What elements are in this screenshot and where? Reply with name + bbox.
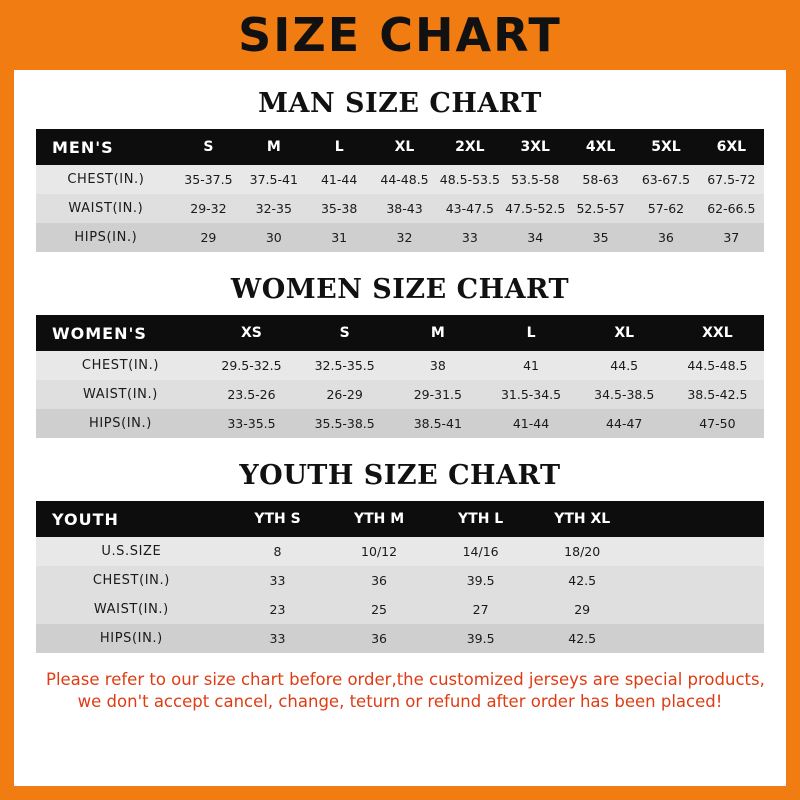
man-row-0-label: CHEST(IN.): [36, 165, 176, 194]
women-cell-2-2: 38.5-41: [391, 409, 484, 438]
man-cell-1-2: 35-38: [306, 194, 371, 223]
women-cell-1-3: 31.5-34.5: [484, 380, 577, 409]
women-cell-0-2: 38: [391, 351, 484, 380]
women-header-cell-0: WOMEN'S: [36, 315, 205, 351]
man-header-cell-5: 2XL: [437, 129, 502, 165]
man-header-cell-7: 4XL: [568, 129, 633, 165]
man-cell-1-6: 52.5-57: [568, 194, 633, 223]
youth-table-body: [36, 537, 764, 653]
man-cell-2-1: 30: [241, 223, 306, 252]
content: [14, 88, 786, 714]
table-row: [36, 351, 764, 380]
man-cell-0-6: 58-63: [568, 165, 633, 194]
youth-cell-0-spacer: [633, 537, 764, 566]
man-header-cell-1: S: [176, 129, 241, 165]
women-table-header: [36, 315, 764, 351]
man-header-cell-6: 3XL: [503, 129, 568, 165]
women-cell-1-1: 26-29: [298, 380, 391, 409]
table-header-row: [36, 129, 764, 165]
table-row: [36, 223, 764, 252]
youth-cell-3-spacer: [633, 624, 764, 653]
women-cell-2-4: 44-47: [578, 409, 671, 438]
man-cell-1-3: 38-43: [372, 194, 437, 223]
man-header-cell-8: 5XL: [633, 129, 698, 165]
women-cell-2-1: 35.5-38.5: [298, 409, 391, 438]
man-cell-1-0: 29-32: [176, 194, 241, 223]
youth-cell-2-1: 25: [328, 595, 430, 624]
man-row-1-label: WAIST(IN.): [36, 194, 176, 223]
table-header-row: [36, 501, 764, 537]
man-header-cell-4: XL: [372, 129, 437, 165]
man-cell-0-2: 41-44: [306, 165, 371, 194]
youth-cell-0-0: 8: [227, 537, 329, 566]
youth-header-cell-0: YOUTH: [36, 501, 227, 537]
youth-row-3-label: HIPS(IN.): [36, 624, 227, 653]
man-cell-0-8: 67.5-72: [699, 165, 764, 194]
man-cell-2-0: 29: [176, 223, 241, 252]
youth-cell-2-spacer: [633, 595, 764, 624]
man-cell-2-6: 35: [568, 223, 633, 252]
women-cell-0-0: 29.5-32.5: [205, 351, 298, 380]
women-cell-1-4: 34.5-38.5: [578, 380, 671, 409]
man-cell-1-1: 32-35: [241, 194, 306, 223]
table-row: [36, 566, 764, 595]
man-cell-0-3: 44-48.5: [372, 165, 437, 194]
man-cell-1-7: 57-62: [633, 194, 698, 223]
man-cell-0-7: 63-67.5: [633, 165, 698, 194]
man-header-cell-0: MEN'S: [36, 129, 176, 165]
youth-header-spacer: [633, 501, 764, 537]
youth-header-cell-4: YTH XL: [531, 501, 633, 537]
man-cell-2-3: 32: [372, 223, 437, 252]
youth-cell-1-spacer: [633, 566, 764, 595]
women-cell-1-0: 23.5-26: [205, 380, 298, 409]
man-cell-1-4: 43-47.5: [437, 194, 502, 223]
youth-cell-3-3: 42.5: [531, 624, 633, 653]
bottom-accent-bar: [14, 786, 786, 800]
women-table-body: [36, 351, 764, 438]
youth-row-0-label: U.S.SIZE: [36, 537, 227, 566]
man-row-2-label: HIPS(IN.): [36, 223, 176, 252]
women-header-cell-4: L: [484, 315, 577, 351]
women-cell-2-3: 41-44: [484, 409, 577, 438]
man-table-body: [36, 165, 764, 252]
policy-note-line-2: we don't accept cancel, change, teturn or refund after order has been placed!: [77, 692, 723, 712]
women-cell-0-3: 41: [484, 351, 577, 380]
table-row: [36, 194, 764, 223]
youth-cell-3-1: 36: [328, 624, 430, 653]
banner: [0, 0, 800, 70]
table-row: [36, 595, 764, 624]
women-cell-0-4: 44.5: [578, 351, 671, 380]
youth-cell-0-1: 10/12: [328, 537, 430, 566]
youth-cell-1-0: 33: [227, 566, 329, 595]
man-table-header: [36, 129, 764, 165]
youth-cell-1-1: 36: [328, 566, 430, 595]
man-cell-2-7: 36: [633, 223, 698, 252]
women-row-0-label: CHEST(IN.): [36, 351, 205, 380]
page-title: SIZE CHART: [238, 8, 562, 62]
man-cell-0-1: 37.5-41: [241, 165, 306, 194]
man-header-cell-3: L: [306, 129, 371, 165]
man-cell-0-0: 35-37.5: [176, 165, 241, 194]
women-cell-0-5: 44.5-48.5: [671, 351, 764, 380]
women-header-cell-1: XS: [205, 315, 298, 351]
table-row: [36, 624, 764, 653]
table-row: [36, 165, 764, 194]
women-cell-2-5: 47-50: [671, 409, 764, 438]
man-cell-0-4: 48.5-53.5: [437, 165, 502, 194]
table-row: [36, 380, 764, 409]
table-row: [36, 537, 764, 566]
youth-header-cell-2: YTH M: [328, 501, 430, 537]
youth-cell-2-0: 23: [227, 595, 329, 624]
women-header-cell-6: XXL: [671, 315, 764, 351]
man-cell-1-8: 62-66.5: [699, 194, 764, 223]
youth-section-title: YOUTH SIZE CHART: [239, 460, 561, 491]
women-row-2-label: HIPS(IN.): [36, 409, 205, 438]
youth-cell-0-2: 14/16: [430, 537, 532, 566]
women-cell-1-2: 29-31.5: [391, 380, 484, 409]
women-header-cell-5: XL: [578, 315, 671, 351]
youth-row-1-label: CHEST(IN.): [36, 566, 227, 595]
youth-cell-3-2: 39.5: [430, 624, 532, 653]
youth-cell-2-2: 27: [430, 595, 532, 624]
women-cell-2-0: 33-35.5: [205, 409, 298, 438]
policy-note-line-1: Please refer to our size chart before order,the customized jerseys are special products,: [46, 670, 765, 689]
youth-cell-1-3: 42.5: [531, 566, 633, 595]
table-row: [36, 409, 764, 438]
youth-header-cell-1: YTH S: [227, 501, 329, 537]
youth-header-cell-3: YTH L: [430, 501, 532, 537]
youth-row-2-label: WAIST(IN.): [36, 595, 227, 624]
man-cell-2-5: 34: [503, 223, 568, 252]
man-cell-2-2: 31: [306, 223, 371, 252]
youth-table-header: [36, 501, 764, 537]
women-size-table: [36, 315, 764, 438]
youth-size-table: [36, 501, 764, 653]
man-size-table: [36, 129, 764, 252]
youth-cell-2-3: 29: [531, 595, 633, 624]
man-cell-2-8: 37: [699, 223, 764, 252]
women-cell-1-5: 38.5-42.5: [671, 380, 764, 409]
man-cell-2-4: 33: [437, 223, 502, 252]
man-header-cell-2: M: [241, 129, 306, 165]
women-cell-0-1: 32.5-35.5: [298, 351, 391, 380]
women-header-cell-2: S: [298, 315, 391, 351]
man-section-title: MAN SIZE CHART: [258, 88, 542, 119]
man-cell-1-5: 47.5-52.5: [503, 194, 568, 223]
women-section-title: WOMEN SIZE CHART: [230, 274, 570, 305]
women-header-cell-3: M: [391, 315, 484, 351]
women-row-1-label: WAIST(IN.): [36, 380, 205, 409]
policy-note: [46, 669, 765, 714]
man-header-cell-9: 6XL: [699, 129, 764, 165]
table-header-row: [36, 315, 764, 351]
youth-cell-3-0: 33: [227, 624, 329, 653]
man-cell-0-5: 53.5-58: [503, 165, 568, 194]
youth-cell-1-2: 39.5: [430, 566, 532, 595]
youth-cell-0-3: 18/20: [531, 537, 633, 566]
